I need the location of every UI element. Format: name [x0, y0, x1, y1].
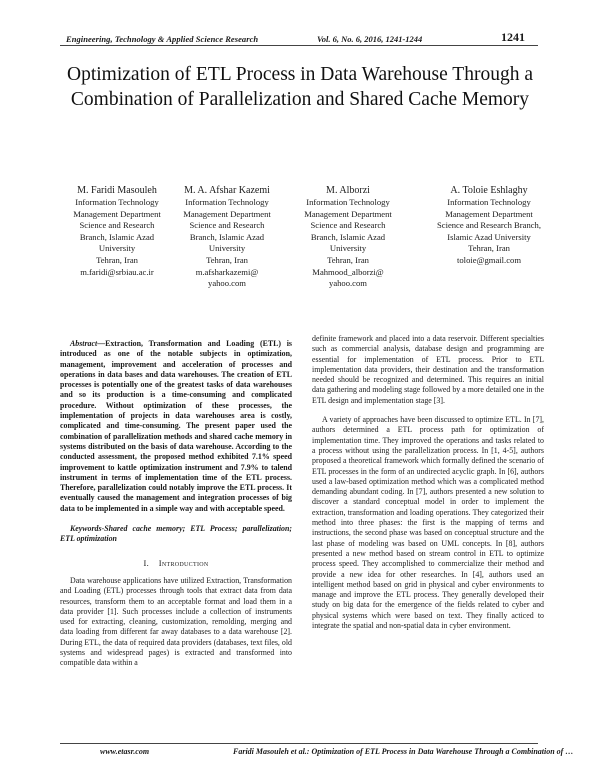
author-affiliation-line: Management Department: [183, 208, 271, 219]
author-affiliation-line: Information Technology: [75, 197, 159, 207]
author-name: M. Alborzi: [326, 185, 370, 196]
author-affiliation-line: Management Department: [73, 208, 161, 219]
author-email: Mahmood_alborzi@: [312, 266, 384, 277]
author-affiliation-line: Tehran, Iran: [327, 254, 369, 265]
header-divider: [60, 45, 538, 46]
author-affiliation-line: Science and Research Branch,: [436, 220, 542, 231]
author-email: yahoo.com: [329, 278, 367, 289]
author-2: [162, 184, 292, 290]
author-affiliation-line: University: [329, 243, 367, 254]
author-affiliation-line: Branch, Islamic Azad: [79, 231, 155, 242]
author-affiliation-line: Management Department: [445, 208, 533, 219]
intro-paragraph-1: Data warehouse applications have utilized Extraction, Transformation and Loading (ETL) processes through tools that extract data from data resources, transform them to an acceptable format and load them in a data provider [1]. Such processes include a collection of instruments used for extracting, cleaning, customization, remolding, merging and data loading from different far away databases to a data warehouse [2]. During ETL, the data of required data providers (databases, text files, old systems and widespread pages) is extracted and transformed into compatible data within a: [60, 575, 292, 668]
author-email: m.faridi@srbiau.ac.ir: [80, 266, 154, 277]
page-number: 1241: [501, 30, 525, 44]
author-affiliation-line: University: [98, 243, 136, 254]
abstract-label: Abstract: [70, 339, 98, 348]
author-affiliation-line: Information Technology: [447, 197, 531, 207]
author-affiliation-line: Science and Research: [310, 220, 386, 231]
footer-divider: [60, 743, 538, 744]
author-3: [283, 184, 413, 290]
author-affiliation-line: Tehran, Iran: [96, 254, 138, 265]
abstract: [60, 339, 292, 514]
author-name: M. A. Afshar Kazemi: [184, 185, 270, 196]
right-paragraph-2: A variety of approaches have been discussed to optimize ETL. In [7], authors determined a ETL process path for optimization of implementation time. They improved the operations and tasks related to a process without using the parallelization process. In [1, 4-5], authors proposed a theoretical framework which formally defined the scenario of ETL processes in the form of an undirected acyclic graph. In [6], authors used a law-based optimization method which was a complicated method demanding abundant coding. In [7], authors presented a new solution to discover a standard conceptual model in order to implement the extraction, transformation and loading operations. They categorized their method into three phases: the first is the mapping of terms and instructions, the second phase was based on conceptual structure and the last phase of modeling was based on UML concepts. In [8], authors presented a new method based on stream control in ETL to optimize process speed. They accomplished to commercialize their method and provide a new idea for other researches. In [4], authors used an intelligent method based on grid in physical and cyber environments to manage and improve the ETL process. They generally developed their study on big data for the emergence of the fields related to cyber and physical systems which were based on text. They finally acticed to integrate the spatial and non-spatial data in cyber environment.: [312, 415, 544, 631]
volume-info: Vol. 6, No. 6, 2016, 1241-1244: [317, 34, 423, 44]
section-title: Introduction: [158, 557, 209, 568]
footer-website: www.etasr.com: [100, 747, 150, 756]
author-affiliation-line: Tehran, Iran: [468, 243, 510, 254]
author-name: A. Toloie Eshlaghy: [450, 185, 528, 196]
paper-title: Optimization of ETL Process in Data Warehouse Through a Combination of Parallelization and Shared Cache Memory: [67, 64, 533, 110]
author-affiliation-line: Tehran, Iran: [206, 254, 248, 265]
right-column: [312, 334, 544, 631]
footer-citation: Faridi Masouleh et al.: Optimization of ETL Process in Data Warehouse Through a Combination of …: [233, 747, 574, 756]
journal-name: Engineering, Technology & Applied Science Research: [66, 34, 259, 44]
right-paragraph-1: definite framework and placed into a data reservoir. Different specialties such as commercial analysis, database design and programming are essential for implementation of ETL process. Prior to ETL implementation data providers, their destination and the transformation needed should be recognized and determined. This requires an initial data gathering and modeling stage followed by a more detailed one in the ETL design and implementation stage [3].: [312, 334, 544, 405]
author-affiliation-line: Information Technology: [306, 197, 390, 207]
author-affiliation-line: Branch, Islamic Azad: [310, 231, 386, 242]
author-4: [418, 184, 560, 267]
author-email: toloie@gmail.com: [457, 254, 521, 265]
section-number: I.: [143, 557, 150, 568]
author-affiliation-line: University: [208, 243, 246, 254]
author-affiliation-line: Information Technology: [185, 197, 269, 207]
left-column: [60, 339, 292, 669]
author-affiliation-line: Science and Research: [189, 220, 265, 231]
author-email: m.afsharkazemi@: [195, 266, 259, 277]
abstract-text: —Extraction, Transformation and Loading (ETL) is introduced as one of the notable subjects in optimization, management, improvement and acceleration of processes and operations in data bases and data warehouses. The creation of ETL processes is potentially one of the greatest tasks of data warehouses and so its production is a time-consuming and complicated procedure. Without optimization of these processes, the implementation of projects in data warehouses area is costly, complicated and time-consuming. The present paper used the combination of parallelization methods and shared cache memory in systems distributed on the basis of data warehouse. According to the conducted assessment, the proposed method exhibited 7.1% speed improvement to kattle optimization instrument and 7.9% to talend instrument in terms of implementation time of the ETL process. Therefore, parallelization could notably improve the ETL process. It eventually caused the management and integration processes of big data to be implemented in a simple way and with acceptable speed.: [60, 339, 292, 513]
keywords: Keywords-Shared cache memory; ETL Process; parallelization; ETL optimization: [60, 524, 292, 544]
author-email: yahoo.com: [208, 278, 246, 289]
author-affiliation-line: Islamic Azad University: [447, 231, 531, 242]
section-heading: [60, 558, 292, 568]
author-affiliation-line: Branch, Islamic Azad: [189, 231, 265, 242]
author-affiliation-line: Science and Research: [79, 220, 155, 231]
author-affiliation-line: Management Department: [304, 208, 392, 219]
author-name: M. Faridi Masouleh: [77, 185, 157, 196]
